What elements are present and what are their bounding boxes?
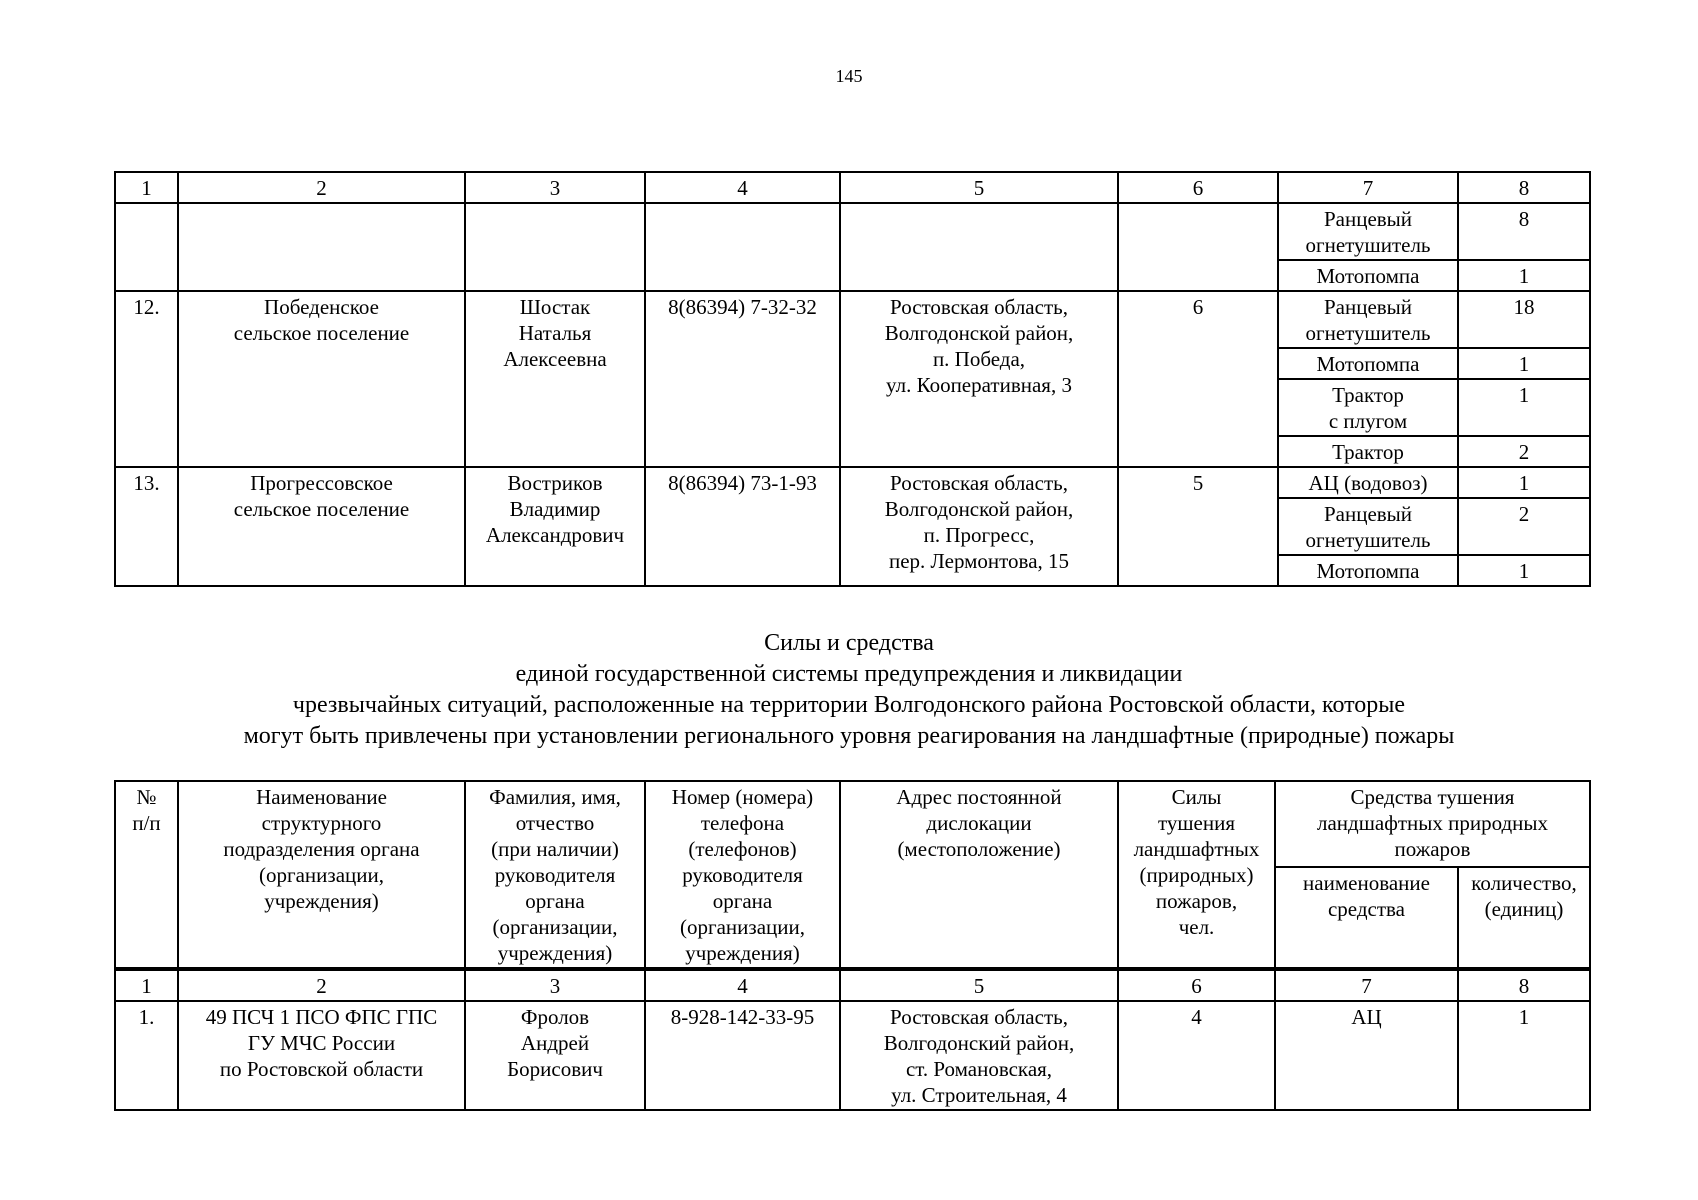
unit-cell-line: по Ростовской области <box>219 1057 424 1081</box>
header-num <box>115 781 178 969</box>
means-name-cell-line: с плугом <box>1328 409 1408 433</box>
column-number: 3 <box>465 172 645 203</box>
table-row <box>115 467 1590 498</box>
head-cell <box>465 203 645 291</box>
header-phone-line: учреждения) <box>685 941 800 965</box>
top-table-body <box>115 172 1590 586</box>
column-number: 1 <box>115 172 178 203</box>
forces-cell: 4 <box>1118 1001 1275 1110</box>
address-cell <box>840 203 1118 291</box>
header-head-line: (при наличии) <box>491 837 619 861</box>
means-name-cell <box>1278 203 1458 260</box>
means-name-cell-line: огнетушитель <box>1305 321 1431 345</box>
address-cell-line: Ростовская область, <box>890 295 1068 319</box>
address-cell-line: ст. Романовская, <box>905 1057 1053 1081</box>
means-qty-cell: 8 <box>1458 203 1590 260</box>
num-cell: 1. <box>115 1001 178 1110</box>
header-phone-line: Номер (номера) <box>671 785 814 809</box>
header-means-qty <box>1458 867 1590 969</box>
address-cell-line: п. Победа, <box>932 347 1026 371</box>
num-cell: 13. <box>115 467 178 586</box>
means-qty-cell: 18 <box>1458 291 1590 348</box>
means-qty-cell: 1 <box>1458 555 1590 586</box>
header-means-group <box>1275 781 1590 867</box>
header-means-group-line: пожаров <box>1394 837 1471 861</box>
means-qty-cell: 1 <box>1458 260 1590 291</box>
unit-cell <box>178 203 465 291</box>
phone-cell <box>645 203 840 291</box>
header-forces-line: пожаров, <box>1155 889 1238 913</box>
address-cell <box>840 467 1118 586</box>
address-cell-line: пер. Лермонтова, 15 <box>888 549 1070 573</box>
unit-cell <box>178 467 465 586</box>
means-name-cell <box>1278 436 1458 467</box>
head-cell <box>465 467 645 586</box>
header-unit <box>178 781 465 969</box>
column-number: 6 <box>1118 969 1275 1001</box>
unit-cell-line: Прогрессовское <box>250 471 393 495</box>
header-forces-line: Силы <box>1171 785 1222 809</box>
head-cell-line: Фролов <box>520 1005 590 1029</box>
head-cell-line: Александрович <box>485 523 625 547</box>
forces-cell <box>1118 203 1278 291</box>
header-forces-line: (природных) <box>1139 863 1254 887</box>
column-number: 2 <box>178 172 465 203</box>
top-table <box>114 171 1591 587</box>
unit-cell-line: ГУ МЧС России <box>247 1031 396 1055</box>
column-number: 7 <box>1278 172 1458 203</box>
header-unit-line: (организации, <box>259 863 384 887</box>
head-cell-line: Наталья <box>518 321 592 345</box>
column-number-row <box>115 172 1590 203</box>
head-cell-line: Алексеевна <box>503 347 607 371</box>
header-head-line: руководителя <box>494 863 616 887</box>
header-head <box>465 781 645 969</box>
column-number-row <box>115 969 1590 1001</box>
means-name-cell-line: Ранцевый <box>1323 502 1413 526</box>
header-means-qty-line: (единиц) <box>1484 897 1564 921</box>
means-name-cell <box>1278 291 1458 348</box>
column-number: 2 <box>178 969 465 1001</box>
unit-cell-line: сельское поселение <box>233 497 410 521</box>
address-cell <box>840 1001 1118 1110</box>
address-cell-line: Волгодонский район, <box>883 1031 1075 1055</box>
unit-cell <box>178 291 465 467</box>
means-name-cell <box>1278 555 1458 586</box>
means-qty-cell: 1 <box>1458 467 1590 498</box>
means-name-cell-line: огнетушитель <box>1305 233 1431 257</box>
means-name-cell <box>1278 467 1458 498</box>
header-phone-line: руководителя <box>682 863 803 887</box>
means-name-cell-line: Мотопомпа <box>1316 352 1420 376</box>
header-head-line: органа <box>525 889 585 913</box>
header-address <box>840 781 1118 969</box>
heading-line: Силы и средства <box>764 630 934 656</box>
address-cell-line: Волгодонской район, <box>884 321 1074 345</box>
head-cell-line: Владимир <box>509 497 601 521</box>
means-name-cell-line: огнетушитель <box>1305 528 1431 552</box>
means-name-cell-line: Ранцевый <box>1323 295 1413 319</box>
address-cell-line: ул. Кооперативная, 3 <box>886 373 1072 397</box>
forces-cell: 5 <box>1118 467 1278 586</box>
means-qty-cell: 2 <box>1458 436 1590 467</box>
header-means-name-line: средства <box>1327 897 1405 921</box>
address-cell-line: п. Прогресс, <box>923 523 1035 547</box>
column-number: 5 <box>840 172 1118 203</box>
header-num-line: п/п <box>132 811 161 835</box>
column-number: 8 <box>1458 969 1590 1001</box>
column-number: 1 <box>115 969 178 1001</box>
unit-cell-line: Победенское <box>264 295 379 319</box>
means-qty-cell: 2 <box>1458 498 1590 555</box>
header-phone-line: (телефонов) <box>688 837 797 861</box>
column-number: 5 <box>840 969 1118 1001</box>
header-address-line: (местоположение) <box>897 837 1061 861</box>
header-means-group-line: Средства тушения <box>1350 785 1515 809</box>
means-name-cell-line: Трактор <box>1332 440 1404 464</box>
header-means-name-line: наименование <box>1303 871 1430 895</box>
num-cell <box>115 203 178 291</box>
head-cell-line: Борисович <box>507 1057 603 1081</box>
table-row <box>115 203 1590 260</box>
table-row <box>115 1001 1590 1110</box>
header-forces-line: ландшафтных <box>1133 837 1260 861</box>
header-head-line: Фамилия, имя, <box>489 785 621 809</box>
heading-line: чрезвычайных ситуаций, расположенные на территории Волгодонского района Ростовской области, которые <box>292 692 1406 718</box>
header-head-line: (организации, <box>492 915 618 939</box>
header-unit-line: подразделения органа <box>223 837 420 861</box>
phone-cell: 8(86394) 7-32-32 <box>645 291 840 467</box>
header-head-line: отчество <box>515 811 595 835</box>
heading-line: могут быть привлечены при установлении регионального уровня реагирования на ландшафтные (природные) пожары <box>243 723 1455 749</box>
header-phone-line: телефона <box>700 811 785 835</box>
address-cell-line: Волгодонской район, <box>884 497 1074 521</box>
unit-cell <box>178 1001 465 1110</box>
unit-cell-line: сельское поселение <box>233 321 410 345</box>
num-cell: 12. <box>115 291 178 467</box>
header-forces-line: чел. <box>1178 915 1215 939</box>
header-address-line: Адрес постоянной <box>896 785 1062 809</box>
means-name-cell <box>1278 348 1458 379</box>
header-means-name <box>1275 867 1458 969</box>
header-means-group-line: ландшафтных природных <box>1317 811 1548 835</box>
means-name-cell-line: Мотопомпа <box>1316 264 1420 288</box>
phone-cell: 8-928-142-33-95 <box>645 1001 840 1110</box>
means-name-cell-line: АЦ (водовоз) <box>1308 471 1428 495</box>
means-name-cell: АЦ <box>1275 1001 1458 1110</box>
head-cell <box>465 1001 645 1110</box>
header-head-line: учреждения) <box>497 941 613 965</box>
bottom-table <box>114 780 1591 1111</box>
header-phone-line: органа <box>712 889 773 913</box>
header-phone <box>645 781 840 969</box>
table-row <box>115 291 1590 348</box>
column-number: 3 <box>465 969 645 1001</box>
address-cell-line: ул. Строительная, 4 <box>891 1083 1067 1107</box>
forces-cell: 6 <box>1118 291 1278 467</box>
column-number: 4 <box>645 172 840 203</box>
section-heading <box>0 628 1698 752</box>
bottom-table-body <box>115 781 1590 1110</box>
phone-cell: 8(86394) 73-1-93 <box>645 467 840 586</box>
column-number: 7 <box>1275 969 1458 1001</box>
unit-cell-line: 49 ПСЧ 1 ПСО ФПС ГПС <box>205 1005 438 1029</box>
header-address-line: дислокации <box>926 811 1032 835</box>
heading-line: единой государственной системы предупреждения и ликвидации <box>515 661 1183 687</box>
header-unit-line: учреждения) <box>264 889 379 913</box>
header-unit-line: структурного <box>261 811 382 835</box>
header-forces <box>1118 781 1275 969</box>
address-cell-line: Ростовская область, <box>890 1005 1068 1029</box>
address-cell-line: Ростовская область, <box>890 471 1068 495</box>
head-cell-line: Востриков <box>507 471 603 495</box>
page-number: 145 <box>835 66 863 86</box>
head-cell <box>465 291 645 467</box>
means-name-cell-line: Мотопомпа <box>1316 559 1420 583</box>
header-means-qty-line: количество, <box>1471 871 1577 895</box>
head-cell-line: Андрей <box>520 1031 590 1055</box>
header-phone-line: (организации, <box>680 915 805 939</box>
means-name-cell <box>1278 498 1458 555</box>
column-number: 6 <box>1118 172 1278 203</box>
means-name-cell-line: Трактор <box>1332 383 1404 407</box>
means-qty-cell: 1 <box>1458 379 1590 436</box>
head-cell-line: Шостак <box>519 295 591 319</box>
header-row <box>115 781 1590 867</box>
means-name-cell <box>1278 379 1458 436</box>
means-qty-cell: 1 <box>1458 348 1590 379</box>
header-unit-line: Наименование <box>256 785 387 809</box>
address-cell <box>840 291 1118 467</box>
means-name-cell <box>1278 260 1458 291</box>
column-number: 4 <box>645 969 840 1001</box>
header-forces-line: тушения <box>1157 811 1236 835</box>
column-number: 8 <box>1458 172 1590 203</box>
means-qty-cell: 1 <box>1458 1001 1590 1110</box>
means-name-cell-line: Ранцевый <box>1323 207 1413 231</box>
header-num-line: № <box>136 785 157 809</box>
